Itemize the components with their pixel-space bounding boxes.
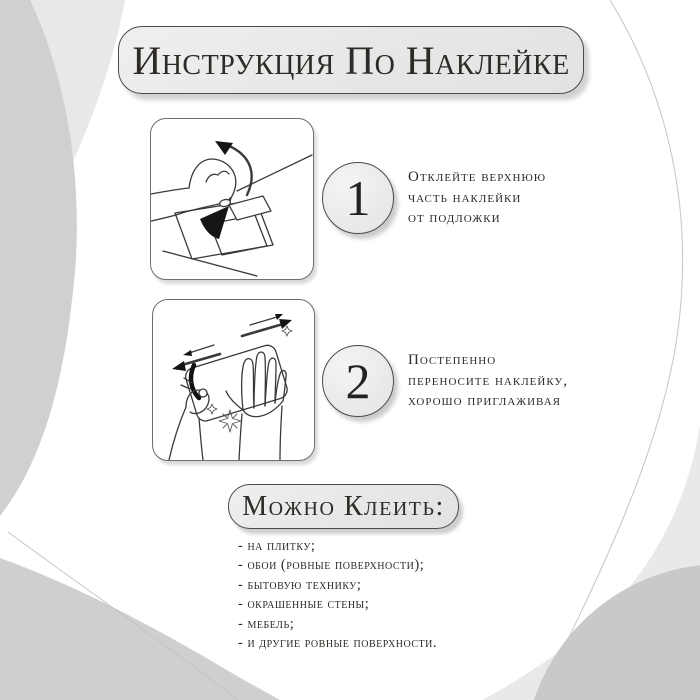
- surface-list-item: - обои (ровные поверхности);: [238, 557, 425, 574]
- step2-number: 2: [345, 353, 371, 409]
- wrist-line: [151, 188, 189, 194]
- step2-line2: переносите наклейку,: [408, 372, 568, 389]
- step2-line3: хорошо приглаживая: [408, 393, 561, 409]
- surfaces-heading: Можно Клеить:: [242, 490, 445, 522]
- transfer-and-smooth-illustration: [153, 300, 314, 460]
- peel-top-corner-illustration: [151, 119, 313, 279]
- title-banner: [118, 26, 584, 94]
- surface-list: [238, 537, 437, 653]
- bottom-right-circle: [524, 564, 700, 700]
- surface-list-item: - на плитку;: [238, 538, 316, 554]
- step1-line3: от подложки: [408, 210, 501, 226]
- wrist-line: [151, 212, 185, 221]
- step2-line1: Постепенно: [408, 352, 497, 368]
- step2-number-badge: [322, 345, 394, 417]
- sticker-sheet: [183, 343, 289, 423]
- step2-illustration-box: [152, 299, 315, 461]
- page-title: Инструкция По Наклейке: [132, 37, 570, 83]
- step2-text: [408, 350, 608, 412]
- surfaces-banner: [228, 484, 459, 529]
- slide-right-arrows-icon: [242, 314, 292, 336]
- step1-line1: Отклейте верхнюю: [408, 169, 547, 185]
- hand-outline: [189, 159, 236, 206]
- peeled-corner-flap: [229, 196, 271, 220]
- step1-illustration-box: [150, 118, 314, 280]
- step1-number-badge: [322, 162, 394, 234]
- step1-number: 1: [345, 170, 371, 226]
- knuckle-lines: [206, 171, 229, 182]
- surface-list-item: - и другие ровные поверхности.: [238, 635, 437, 652]
- table-edge-line: [163, 251, 257, 276]
- surface-list-item: - бытовую технику;: [238, 576, 362, 593]
- step1-line2: часть наклейки: [408, 189, 522, 206]
- surface-list-item: - окрашенные стены;: [238, 596, 370, 613]
- surface-list-item: - мебель;: [238, 615, 295, 632]
- peeled-adhesive-wedge: [200, 206, 229, 239]
- step1-text: [408, 167, 608, 229]
